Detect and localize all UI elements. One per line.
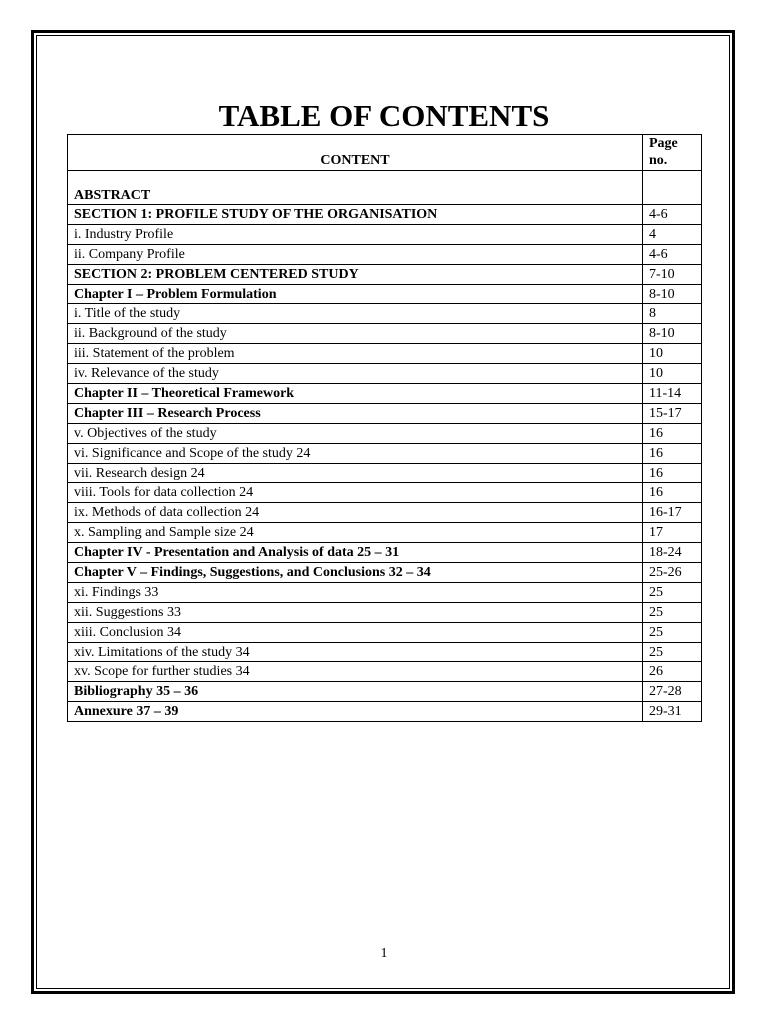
- toc-entry-page: 11-14: [643, 384, 702, 404]
- toc-row: [68, 224, 702, 244]
- toc-row: [68, 463, 702, 483]
- toc-entry-label: x. Sampling and Sample size 24: [68, 523, 643, 543]
- toc-row: [68, 503, 702, 523]
- toc-row: [68, 403, 702, 423]
- toc-entry-label: Bibliography 35 – 36: [68, 682, 643, 702]
- toc-entry-label: xii. Suggestions 33: [68, 602, 643, 622]
- page-header-line1: Page: [649, 136, 678, 151]
- toc-entry-label: v. Objectives of the study: [68, 423, 643, 443]
- toc-entry-page: 8-10: [643, 324, 702, 344]
- toc-row: [68, 324, 702, 344]
- page-column-header: [643, 135, 702, 171]
- toc-row: [68, 563, 702, 583]
- toc-row: [68, 344, 702, 364]
- toc-entry-label: Chapter IV - Presentation and Analysis of data 25 – 31: [68, 543, 643, 563]
- toc-entry-label: xiii. Conclusion 34: [68, 622, 643, 642]
- toc-row: [68, 662, 702, 682]
- page-title: TABLE OF CONTENTS: [218, 98, 550, 133]
- toc-entry-page: 16: [643, 463, 702, 483]
- page-number: 1: [380, 946, 388, 961]
- toc-entry-page: 10: [643, 364, 702, 384]
- toc-entry-label: ii. Background of the study: [68, 324, 643, 344]
- toc-entry-label: xv. Scope for further studies 34: [68, 662, 643, 682]
- toc-row: [68, 364, 702, 384]
- toc-row: [68, 384, 702, 404]
- toc-entry-page: 16-17: [643, 503, 702, 523]
- toc-body: [68, 171, 702, 722]
- toc-row: [68, 264, 702, 284]
- toc-entry-label: vi. Significance and Scope of the study 24: [68, 443, 643, 463]
- toc-entry-label: Chapter II – Theoretical Framework: [68, 384, 643, 404]
- toc-header-row: [68, 135, 702, 171]
- toc-row: [68, 523, 702, 543]
- toc-entry-label: SECTION 2: PROBLEM CENTERED STUDY: [68, 264, 643, 284]
- toc-table: [67, 134, 702, 722]
- toc-entry-page: 25: [643, 622, 702, 642]
- toc-entry-page: 25: [643, 602, 702, 622]
- toc-entry-page: 25-26: [643, 563, 702, 583]
- toc-entry-label: ii. Company Profile: [68, 244, 643, 264]
- toc-entry-page: 16: [643, 443, 702, 463]
- toc-entry-page: 17: [643, 523, 702, 543]
- toc-entry-label: i. Industry Profile: [68, 224, 643, 244]
- toc-entry-label: xi. Findings 33: [68, 582, 643, 602]
- toc-row: [68, 602, 702, 622]
- toc-entry-label: ABSTRACT: [68, 171, 643, 205]
- toc-row: [68, 171, 702, 205]
- toc-entry-page: 16: [643, 483, 702, 503]
- toc-entry-page: 29-31: [643, 702, 702, 722]
- toc-row: [68, 244, 702, 264]
- toc-entry-label: Chapter I – Problem Formulation: [68, 284, 643, 304]
- toc-entry-label: Chapter V – Findings, Suggestions, and Conclusions 32 – 34: [68, 563, 643, 583]
- toc-row: [68, 205, 702, 225]
- toc-row: [68, 443, 702, 463]
- toc-entry-page: 4-6: [643, 205, 702, 225]
- toc-row: [68, 304, 702, 324]
- toc-entry-label: iii. Statement of the problem: [68, 344, 643, 364]
- toc-entry-page: 10: [643, 344, 702, 364]
- toc-entry-label: ix. Methods of data collection 24: [68, 503, 643, 523]
- toc-entry-page: 16: [643, 423, 702, 443]
- toc-entry-page: 27-28: [643, 682, 702, 702]
- content-column-header: CONTENT: [68, 135, 643, 171]
- toc-entry-label: vii. Research design 24: [68, 463, 643, 483]
- toc-row: [68, 642, 702, 662]
- toc-row: [68, 702, 702, 722]
- toc-entry-page: 26: [643, 662, 702, 682]
- toc-entry-page: 18-24: [643, 543, 702, 563]
- toc-entry-label: viii. Tools for data collection 24: [68, 483, 643, 503]
- toc-entry-page: 25: [643, 642, 702, 662]
- toc-entry-page: [643, 171, 702, 205]
- toc-row: [68, 682, 702, 702]
- toc-entry-label: SECTION 1: PROFILE STUDY OF THE ORGANISATION: [68, 205, 643, 225]
- toc-entry-label: iv. Relevance of the study: [68, 364, 643, 384]
- toc-entry-label: Annexure 37 – 39: [68, 702, 643, 722]
- toc-row: [68, 582, 702, 602]
- toc-entry-page: 7-10: [643, 264, 702, 284]
- toc-row: [68, 483, 702, 503]
- toc-row: [68, 423, 702, 443]
- toc-row: [68, 543, 702, 563]
- page-header-line2: no.: [649, 153, 668, 168]
- toc-entry-page: 25: [643, 582, 702, 602]
- toc-entry-page: 15-17: [643, 403, 702, 423]
- toc-row: [68, 284, 702, 304]
- toc-entry-page: 4-6: [643, 244, 702, 264]
- toc-entry-page: 8: [643, 304, 702, 324]
- toc-row: [68, 622, 702, 642]
- toc-entry-label: Chapter III – Research Process: [68, 403, 643, 423]
- toc-entry-page: 8-10: [643, 284, 702, 304]
- toc-entry-page: 4: [643, 224, 702, 244]
- toc-entry-label: i. Title of the study: [68, 304, 643, 324]
- toc-entry-label: xiv. Limitations of the study 34: [68, 642, 643, 662]
